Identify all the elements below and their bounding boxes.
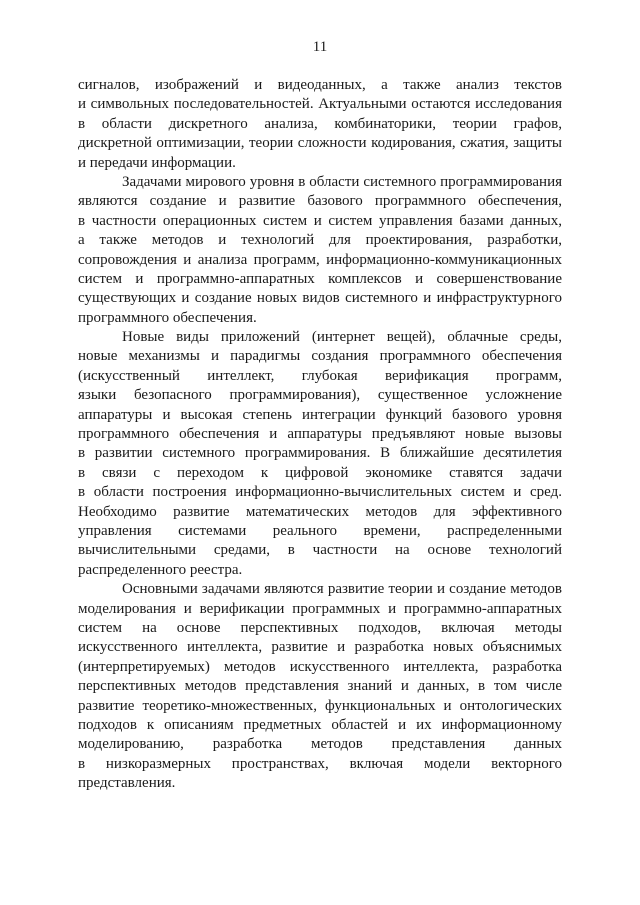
text-line: систем на основе перспективных подходов, включая методы bbox=[78, 619, 562, 636]
text-line: и передачи информации. bbox=[78, 154, 236, 171]
text-line: Основными задачами являются развитие теории и создание методов bbox=[122, 581, 562, 598]
text-line: распределенного реестра. bbox=[78, 561, 243, 578]
text-line: вычислительными средами, в частности на основе технологий bbox=[78, 542, 562, 559]
paragraph bbox=[78, 76, 562, 173]
document-body bbox=[78, 76, 562, 793]
text-line: языки безопасного программирования), существенное усложнение bbox=[78, 387, 562, 404]
text-line: в связи с переходом к цифровой экономике ставятся задачи bbox=[78, 464, 562, 481]
text-line: являются создание и развитие базового программного обеспечения, bbox=[78, 193, 562, 210]
text-line: моделированию, разработка методов представления данных bbox=[78, 736, 562, 753]
text-line: Новые виды приложений (интернет вещей), облачные среды, bbox=[122, 329, 562, 346]
text-line: сопровождения и анализа программ, информационно-коммуникационных bbox=[78, 251, 562, 268]
text-line: в области построения информационно-вычислительных систем и сред. bbox=[78, 484, 562, 501]
text-line: программного обеспечения. bbox=[78, 309, 257, 326]
text-line: новые механизмы и парадигмы создания программного обеспечения bbox=[78, 348, 562, 365]
text-line: (интерпретируемых) методов искусственного интеллекта, разработка bbox=[78, 658, 562, 675]
text-line: Необходимо развитие математических методов для эффективного bbox=[78, 503, 562, 520]
text-line: развитие теоретико-множественных, функциональных и онтологических bbox=[78, 697, 562, 714]
text-line: аппаратуры и высокая степень интеграции функций базового уровня bbox=[78, 406, 562, 423]
text-line: подходов к описаниям предметных областей и их информационному bbox=[78, 716, 562, 733]
paragraph bbox=[78, 328, 562, 580]
text-line: в области дискретного анализа, комбинаторики, теории графов, bbox=[78, 115, 562, 132]
text-line: в низкоразмерных пространствах, включая модели векторного bbox=[78, 755, 562, 772]
text-line: моделирования и верификации программных и программно-аппаратных bbox=[78, 600, 562, 617]
text-line: Задачами мирового уровня в области системного программирования bbox=[122, 173, 562, 190]
text-line: а также методов и технологий для проектирования, разработки, bbox=[78, 232, 562, 249]
text-line: систем и программно-аппаратных комплексов и совершенствование bbox=[78, 270, 562, 287]
text-line: перспективных методов представления знаний и данных, в том числе bbox=[78, 678, 562, 695]
paragraph bbox=[78, 580, 562, 793]
text-line: и символьных последовательностей. Актуальными остаются исследования bbox=[78, 96, 562, 113]
text-line: в развитии системного программирования. В ближайшие десятилетия bbox=[78, 445, 562, 462]
page-number: 11 bbox=[312, 39, 328, 55]
text-line: программного обеспечения и аппаратуры предъявляют новые вызовы bbox=[78, 426, 562, 443]
text-line: существующих и создание новых видов системного и инфраструктурного bbox=[78, 290, 562, 307]
paragraph bbox=[78, 173, 562, 328]
text-line: в частности операционных систем и систем управления базами данных, bbox=[78, 212, 562, 229]
text-line: дискретной оптимизации, теории сложности кодирования, сжатия, защиты bbox=[78, 135, 562, 152]
text-line: искусственного интеллекта, развитие и разработка новых объяснимых bbox=[78, 639, 562, 656]
text-line: (искусственный интеллект, глубокая верификация программ, bbox=[78, 367, 562, 384]
text-line: сигналов, изображений и видеоданных, а также анализ текстов bbox=[78, 77, 562, 93]
text-line: представления. bbox=[78, 775, 176, 792]
text-line: управления системами реального времени, распределенными bbox=[78, 522, 562, 539]
